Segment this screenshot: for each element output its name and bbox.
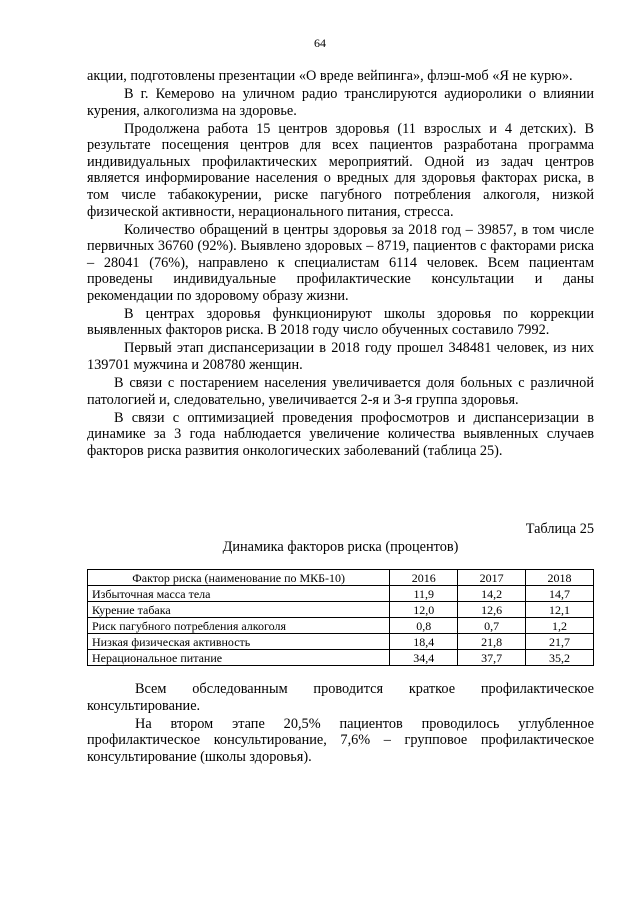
table-row bbox=[88, 634, 594, 650]
table-row bbox=[88, 618, 594, 634]
body-text bbox=[87, 68, 594, 461]
page-number: 64 bbox=[314, 36, 326, 50]
header-year-2018: 2018 bbox=[526, 570, 594, 586]
paragraph-10: На втором этапе 20,5% пациентов проводилось углубленное профилактическое консультирование, 7,6% – групповое профилактическое консультирование (школы здоровья). bbox=[87, 715, 594, 765]
table-title: Динамика факторов риска (процентов) bbox=[222, 539, 459, 555]
value-2017: 12,6 bbox=[458, 602, 526, 618]
risk-factor-name: Избыточная масса тела bbox=[88, 586, 390, 602]
paragraph-5: В центрах здоровья функционируют школы здоровья по коррекции выявленных факторов риска. В 2018 году число обученных составило 7992. bbox=[87, 305, 594, 339]
risk-factor-name: Курение табака bbox=[88, 602, 390, 618]
value-2016: 0,8 bbox=[390, 618, 458, 634]
value-2018: 35,2 bbox=[526, 650, 594, 666]
value-2016: 11,9 bbox=[390, 586, 458, 602]
value-2016: 12,0 bbox=[390, 602, 458, 618]
paragraph-4: Количество обращений в центры здоровья за 2018 год – 39857, в том числе первичных 36760 (92%). Выявлено здоровых – 8719, пациентов с факторами риска – 28041 (76%), направлено к специалистам 6114 человек. Всем пациентам проведены индивидуальные профилактические консультации и даны рекомендации по здоровому образу жизни. bbox=[87, 221, 594, 304]
value-2017: 0,7 bbox=[458, 618, 526, 634]
header-year-2017: 2017 bbox=[458, 570, 526, 586]
table-header-row bbox=[88, 570, 594, 586]
risk-factor-name: Риск пагубного потребления алкоголя bbox=[88, 618, 390, 634]
paragraph-3: Продолжена работа 15 центров здоровья (11 взрослых и 4 детских). В результате посещения центров для всех пациентов разработана программа индивидуальных профилактических мероприятий. Одной из задач центров является информирование населения о вредных для здоровья факторах риска, в том числе табакокурении, риске пагубного потребления алкоголя, низкой физической активности, нерационального питания, стресса. bbox=[87, 120, 594, 220]
concluding-text bbox=[87, 681, 594, 767]
risk-factors-table bbox=[87, 569, 594, 666]
value-2018: 12,1 bbox=[526, 602, 594, 618]
table-row bbox=[88, 650, 594, 666]
value-2017: 14,2 bbox=[458, 586, 526, 602]
paragraph-1: акции, подготовлены презентации «О вреде вейпинга», флэш-моб «Я не курю». bbox=[87, 68, 573, 84]
header-year-2016: 2016 bbox=[390, 570, 458, 586]
paragraph-2: В г. Кемерово на уличном радио транслируются аудиоролики о влиянии курения, алкоголизма на здоровье. bbox=[87, 85, 594, 119]
table-caption: Таблица 25 bbox=[525, 521, 594, 537]
paragraph-9: Всем обследованным проводится краткое профилактическое консультирование. bbox=[87, 681, 594, 714]
risk-factor-name: Низкая физическая активность bbox=[88, 634, 390, 650]
value-2016: 34,4 bbox=[390, 650, 458, 666]
value-2017: 37,7 bbox=[458, 650, 526, 666]
value-2018: 21,7 bbox=[526, 634, 594, 650]
value-2017: 21,8 bbox=[458, 634, 526, 650]
paragraph-7: В связи с постарением населения увеличивается доля больных с различной патологией и, следовательно, увеличивается 2-я и 3-я группа здоровья. bbox=[87, 375, 594, 408]
table-row bbox=[88, 586, 594, 602]
table-row bbox=[88, 602, 594, 618]
value-2018: 14,7 bbox=[526, 586, 594, 602]
header-risk-factor: Фактор риска (наименование по МКБ-10) bbox=[88, 570, 390, 586]
paragraph-6: Первый этап диспансеризации в 2018 году прошел 348481 человек, из них 139701 мужчина и 208780 женщин. bbox=[87, 340, 594, 374]
risk-factor-name: Нерациональное питание bbox=[88, 650, 390, 666]
value-2018: 1,2 bbox=[526, 618, 594, 634]
value-2016: 18,4 bbox=[390, 634, 458, 650]
paragraph-8: В связи с оптимизацией проведения профосмотров и диспансеризации в динамике за 3 года наблюдается увеличение количества выявленных случаев факторов риска развития онкологических заболеваний (таблица 25). bbox=[87, 409, 594, 459]
